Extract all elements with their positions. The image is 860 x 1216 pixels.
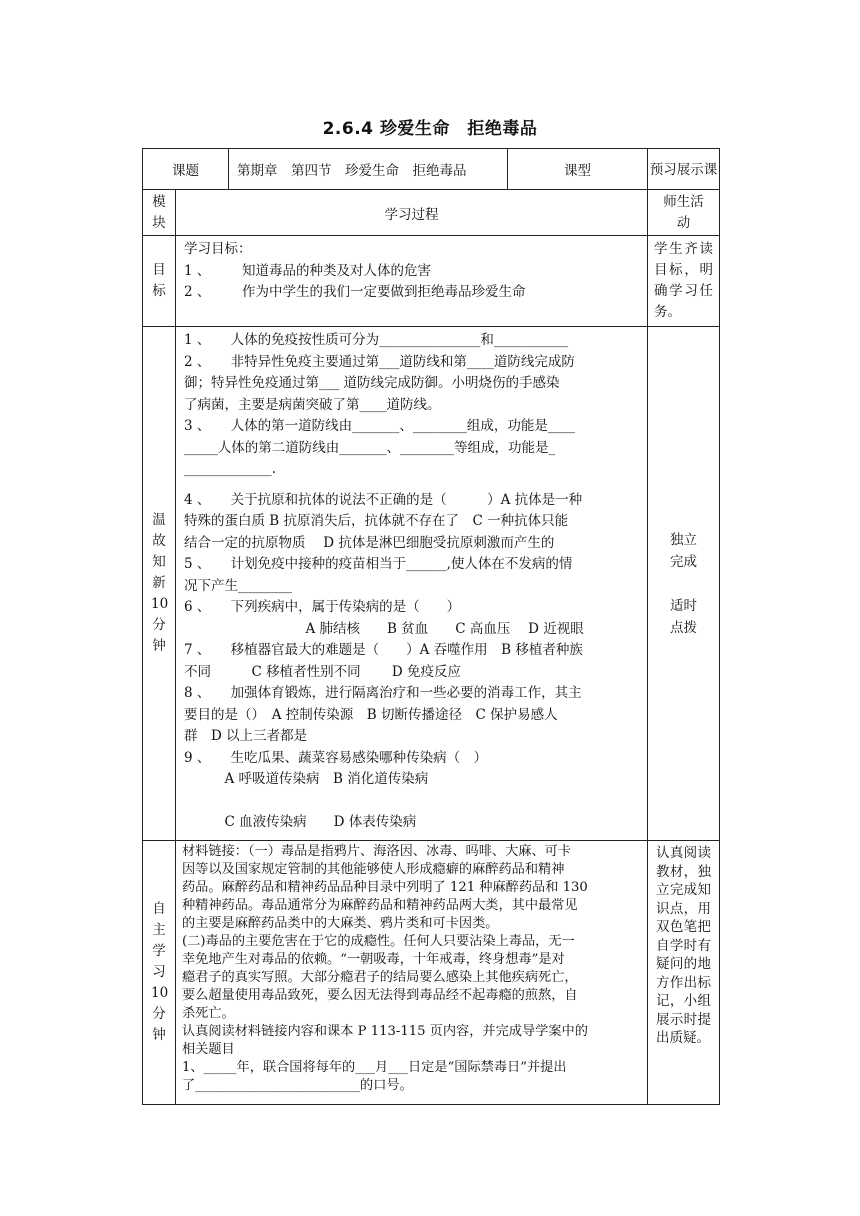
review-line: 群 D 以上三者都是 xyxy=(184,728,308,744)
goals-row xyxy=(143,236,720,327)
review-activity-1: 独立完成 xyxy=(670,531,697,570)
review-activity xyxy=(648,327,720,841)
self-study-content xyxy=(176,841,648,1105)
material-line: 药品。麻醉药品和精神药品品种目录中列明了 121 种麻醉药品和 130 xyxy=(182,880,588,895)
material-line: 瘾君子的真实写照。大部分瘾君子的结局要么感染上其他疾病死亡， xyxy=(182,970,578,985)
review-line: 1 、 人体的免疫按性质可分为_______________和___________ xyxy=(184,332,569,348)
review-line: _____人体的第二道防线由_______、________等组成，功能是_ xyxy=(184,439,556,456)
material-line: 杀死亡。 xyxy=(182,1006,235,1021)
review-line: 8 、 加强体育锻炼，进行隔离治疗和一些必要的消毒工作，其主 xyxy=(184,685,582,701)
material-line: 要么超量使用毒品致死，要么因无法得到毒品经不起毒瘾的煎熬，自 xyxy=(182,988,578,1003)
header-row xyxy=(143,149,720,190)
review-line: 3 、 人体的第一道防线由_______、________组成，功能是____ xyxy=(184,418,575,434)
review-line: 2 、 非特异性免疫主要通过第___道防线和第____道防线完成防 xyxy=(184,353,575,370)
review-line: 5 、 计划免疫中接种的疫苗相当于______,使人体在不发病的情 xyxy=(184,556,573,572)
review-content xyxy=(176,327,648,841)
review-line xyxy=(184,791,639,813)
process-col-header: 学习过程 xyxy=(176,190,648,236)
review-line: 4 、 关于抗原和抗体的说法不正确的是（ ）A 抗体是一种 xyxy=(184,491,583,508)
topic-label: 课题 xyxy=(143,149,229,190)
review-line: A 呼吸道传染病 B 消化道传染病 xyxy=(184,771,429,787)
type-label: 课型 xyxy=(508,149,648,190)
review-line: 要目的是（） A 控制传染源 B 切断传播途径 C 保护易感人 xyxy=(184,706,558,723)
material-line: 种精神药品。毒品通常分为麻醉药品和精神药品两大类，其中最常见 xyxy=(182,898,578,913)
material-line: (二)毒品的主要危害在于它的成瘾性。任何人只要沾染上毒品，无一 xyxy=(182,934,575,949)
review-activity-2: 适时点拨 xyxy=(670,597,697,636)
column-header-row xyxy=(143,190,720,236)
material-line: 1、_____年，联合国将每年的___月___日定是“国际禁毒日”并提出 xyxy=(182,1060,567,1075)
material-line: 认真阅读材料链接内容和课本 P 113-115 页内容，并完成导学案中的 xyxy=(182,1024,588,1039)
goal-item: 2 、 作为中学生的我们一定要做到拒绝毒品珍爱生命 xyxy=(184,284,526,300)
module-col-header: 模块 xyxy=(143,190,176,236)
goal-item: 1 、 知道毒品的种类及对人体的危害 xyxy=(184,262,431,279)
material-line: 因等以及国家规定管制的其他能够使人形成瘾癖的麻醉药品和精神 xyxy=(182,862,565,877)
material-line: 材料链接：（一）毒品是指鸦片、海洛因、冰毒、吗啡、大麻、可卡 xyxy=(182,844,572,859)
goals-heading: 学习目标： xyxy=(184,241,252,257)
material-line: 了_________________________的口号。 xyxy=(182,1078,413,1093)
material-line: 相关题目 xyxy=(182,1042,235,1057)
goals-content xyxy=(176,236,648,327)
review-line: 7 、 移植器官最大的难题是（ ）A 吞噬作用 B 移植者种族 xyxy=(184,642,583,658)
review-line: 9 、 生吃瓜果、蔬菜容易感染哪种传染病（ ） xyxy=(184,749,488,766)
review-line: 况下产生________ xyxy=(184,577,292,594)
goals-activity: 学生齐读目标，明确学习任务。 xyxy=(648,236,720,327)
type-value: 预习展示课 xyxy=(648,149,720,190)
review-line: 特殊的蛋白质 B 抗原消失后，抗体就不存在了 C 一种抗体只能 xyxy=(184,513,569,529)
self-study-activity: 认真阅读教材，独立完成知识点，用双色笔把自学时有疑问的地方作出标记，小组展示时提出质疑。 xyxy=(648,841,720,1105)
self-study-module: 自主学习10分钟 xyxy=(143,841,176,1105)
material-line: 幸免地产生对毒品的依赖。“一朝吸毒，十年戒毒，终身想毒”是对 xyxy=(182,952,565,967)
lesson-table xyxy=(142,148,720,1105)
activity-col-header: 师生活动 xyxy=(648,190,720,236)
review-line: _____________. xyxy=(184,461,277,477)
review-line: 不同 C 移植者性别不同 D 免疫反应 xyxy=(184,663,462,680)
material-line: 的主要是麻醉药品类中的大麻类、鸦片类和可卡因类。 xyxy=(182,916,499,931)
topic-value: 第期章 第四节 珍爱生命 拒绝毒品 xyxy=(229,149,508,190)
review-module: 温故知新10分钟 xyxy=(143,327,176,841)
review-row xyxy=(143,327,720,841)
review-line: 结合一定的抗原物质 D 抗体是淋巴细胞受抗原刺激而产生的 xyxy=(184,534,555,551)
page-title: 2.6.4 珍爱生命 拒绝毒品 xyxy=(322,119,538,139)
review-line: 6 、 下列疾病中，属于传染病的是（ ） xyxy=(184,599,461,615)
review-line: C 血液传染病 D 体表传染病 xyxy=(184,814,417,830)
self-study-row xyxy=(143,841,720,1105)
review-line: A 肺结核 B 贫血 C 高血压 D 近视眼 xyxy=(184,620,584,637)
review-line: 御；特异性免疫通过第___ 道防线完成防御。小明烧伤的手感染 xyxy=(184,375,560,391)
goals-module: 目标 xyxy=(143,236,176,327)
review-line: 了病菌，主要是病菌突破了第____道防线。 xyxy=(184,396,441,413)
